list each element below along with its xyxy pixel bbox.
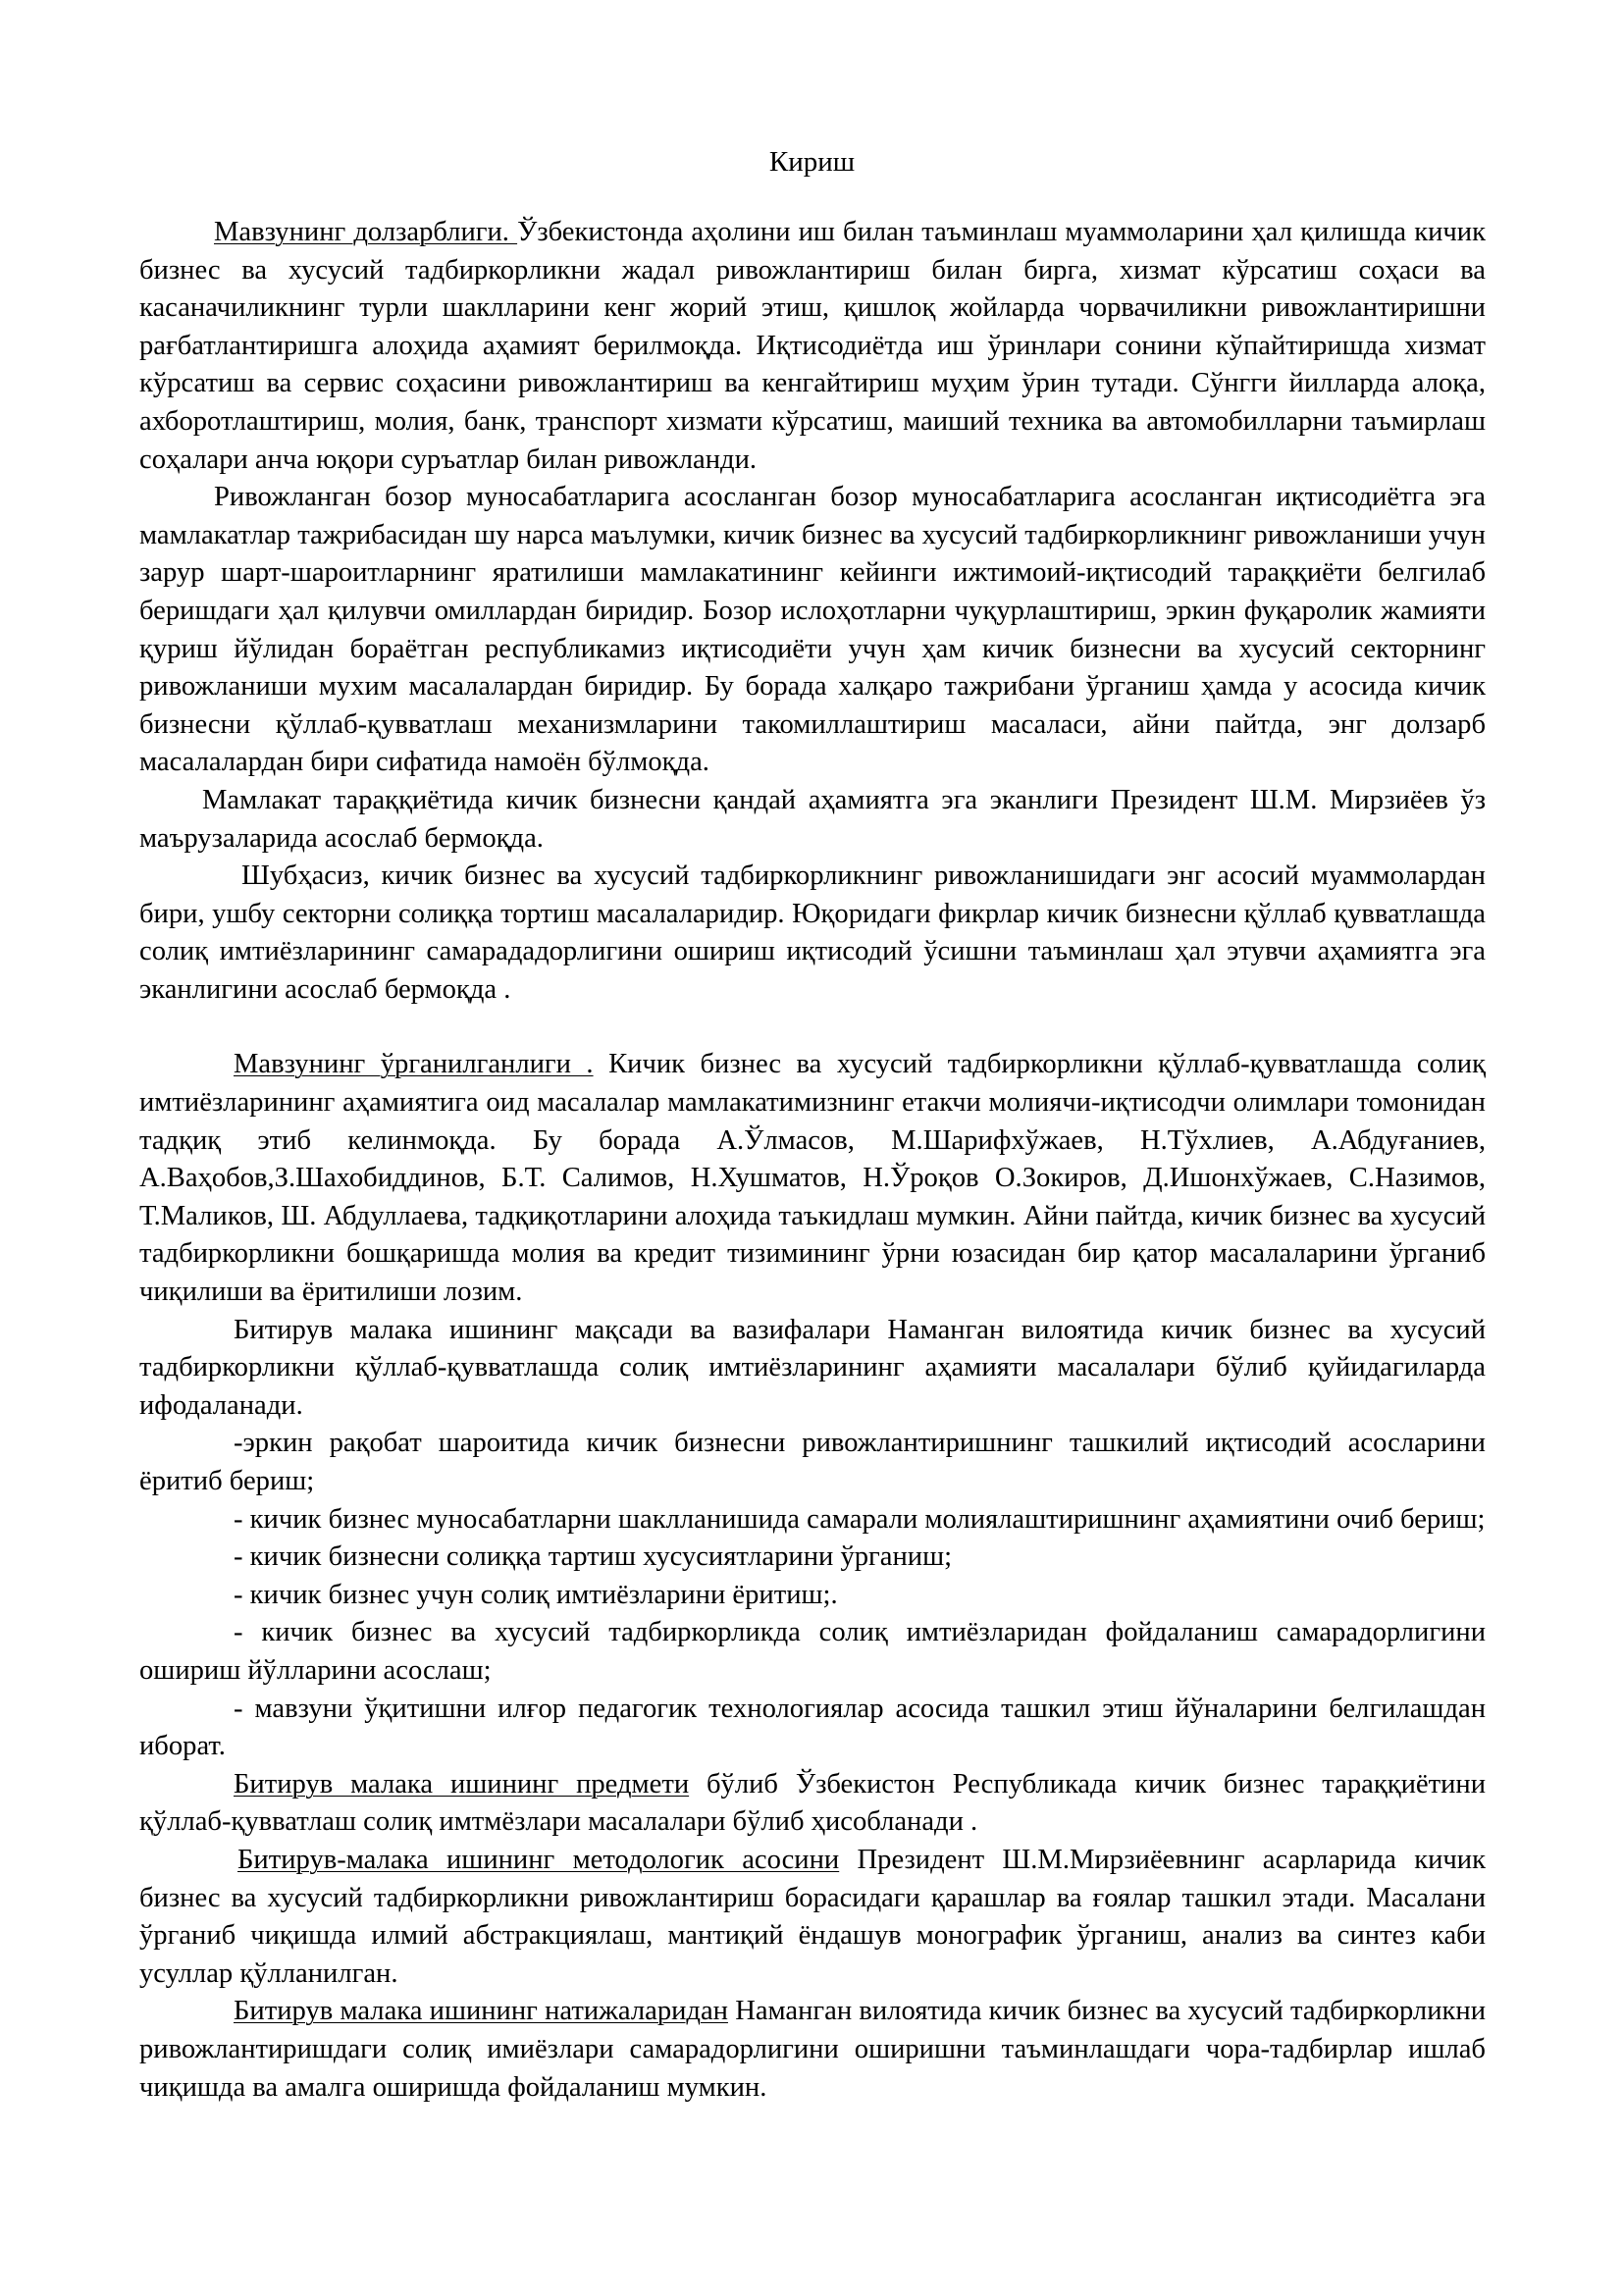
results-text: Наманган вилоятида кичик бизнес ва хусусий тадбиркорликни ривожлантиришдаги солиқ имиёзлари самарадорлигини оширишни таъминлашдаги чора-тадбирлар ишлаб чиқишда ва амалга оширишда фойдаланиш мумкин. (139, 1996, 1486, 2103)
heading-results: Битирув малака ишининг натижаларидан (234, 1996, 728, 2027)
paragraph-results (139, 1993, 1486, 2107)
list-item-task: - кичик бизнес муносабатларни шаклланишида самарали молиялаштиришнинг аҳамиятини очиб бериш; (234, 1503, 1486, 1535)
relevance-text: Ўзбекистонда аҳолини иш билан таъминлаш муаммоларини ҳал қилишда кичик бизнес ва хусусий тадбиркорликни жадал ривожлантириш билан бирга, хизмат кўрсатиш соҳаси ва касаначиликнинг турли шаклларини кенг жорий этиш, қишлоқ жойларда чорвачиликни ривожлантиришни рағбатлантиришга алоҳида аҳамият берилмоқда. Иқтисодиётда иш ўринлари сонини кўпайтиришда хизмат кўрсатиш ва сервис соҳасини ривожлантириш ва кенгайтириш муҳим ўрин тутади. Сўнгги йилларда алоқа, ахборотлаштириш, молия, банк, транспорт хизмати кўрсатиш, маиший техника ва автомобилларни таъмирлаш соҳалари анча юқори суръатлар билан ривожланди. (139, 217, 1486, 475)
list-item-task: -эркин рақобат шароитида кичик бизнесни ривожлантиришнинг ташкилий иқтисодий асосларини ёритиб бериш; (139, 1428, 1486, 1496)
heading-methodology: Битирув-малака ишининг методологик асосини (237, 1844, 840, 1875)
paragraph-president: Мамлакат тараққиётида кичик бизнесни қандай аҳамиятга эга эканлиги Президент Ш.М. Мирзиёев ўз маърузаларида асослаб бермоқда. (139, 784, 1486, 854)
paragraph-gap (139, 1009, 1486, 1046)
paragraph-aims: Битирув малака ишининг мақсади ва вазифалари Наманган вилоятида кичик бизнес ва хусусий тадбиркорликни қўллаб-қувватлашда солиқ имтиёзларининг аҳамияти масалалари бўлиб қуйидагиларда ифодаланади. (139, 1314, 1486, 1421)
paragraph-market-relations: Ривожланган бозор муносабатларига асосланган бозор муносабатларига асосланган иқтисодиётга эга мамлакатлар тажрибасидан шу нарса маълумки, кичик бизнес ва хусусий тадбиркорликнинг ривожланиши учун зарур шарт-шароитларнинг яратилиши мамлакатининг кейинги ижтимоий-иқтисодий тараққиёти белгилаб беришдаги ҳал қилувчи омиллардан биридир. Бозор ислоҳотларни чуқурлаштириш, эркин фуқаролик жамияти қуриш йўлидан бораётган республикамиз иқтисодиёти учун ҳам кичик бизнесни ва хусусий секторнинг ривожланиши мухим масалалардан биридир. Бу борада халқаро тажрибани ўрганиш ҳамда у асосида кичик бизнесни қўллаб-қувватлаш механизмларини такомиллаштириш масаласи, айни пайтда, энг долзарб масалалардан бири сифатида намоён бўлмоқда. (139, 482, 1486, 778)
heading-study-level: Мавзунинг ўрганилганлиги . (234, 1049, 594, 1080)
page-title: Кириш (768, 146, 856, 178)
study-level-text: Кичик бизнес ва хусусий тадбиркорликни қўллаб-қувватлашда солиқ имтиёзларининг аҳамиятига оид масалалар мамлакатимизнинг етакчи молиячи-иқтисодчи олимлари томонидан тадқиқ этиб келинмоқда. Бу борада А.Ўлмасов, М.Шарифхўжаев, Н.Тўхлиев, А.Абдуғаниев, А.Ваҳобов,З.Шахобиддинов, Б.Т. Салимов, Н.Хушматов, Н.Ўроқов О.Зокиров, Д.Ишонхўжаев, С.Назимов, Т.Маликов, Ш. Абдуллаева, тадқиқотларини алоҳида таъкидлаш мумкин. Айни пайтда, кичик бизнес ва хусусий тадбиркорликни бошқаришда молия ва кредит тизимининг ўрни юзасидан бир қатор масалаларини ўрганиб чиқилиши ва ёритилиши лозим. (139, 1049, 1486, 1308)
list-item-task: - кичик бизнес ва хусусий тадбиркорликда солиқ имтиёзларидан фойдаланиш самарадорлигини ошириш йўлларини асослаш; (139, 1617, 1486, 1686)
heading-subject: Битирув малака ишининг предмети (234, 1768, 690, 1799)
paragraph-tax-problems: Шубҳасиз, кичик бизнес ва хусусий тадбиркорликнинг ривожланишидаги энг асосий муаммолардан бири, ушбу секторни солиққа тортиш масалаларидир. Юқоридаги фикрлар кичик бизнесни қўллаб қувватлашда солиқ имтиёзларининг самарададорлигини ошириш иқтисодий ўсишни таъминлаш ҳал этувчи аҳамиятга эга эканлигини асослаб бермоқда . (139, 861, 1486, 1005)
methodology-text: Президент Ш.М.Мирзиёевнинг асарларида кичик бизнес ва хусусий тадбиркорликни ривожлантириш борасидаги қарашлар ва ғоялар ташкил этади. Масалани ўрганиб чиқишда илмий абстракциялаш, мантиқий ёндашув монографик ўрганиш, анализ ва синтез каби усуллар қўлланилган. (139, 1844, 1486, 1989)
paragraph-subject (139, 1766, 1486, 1842)
paragraph-relevance (139, 214, 1486, 479)
list-item-task: - кичик бизнесни солиққа тартиш хусусиятларини ўрганиш; (234, 1541, 953, 1573)
list-item-task: - мавзуни ўқитишни илғор педагогик технологиялар асосида ташкил этиш йўналарини белгилашдан иборат. (139, 1693, 1486, 1762)
heading-relevance: Мавзунинг долзарблиги. (214, 217, 518, 247)
paragraph-study-level (139, 1046, 1486, 1311)
subject-text: бўлиб Ўзбекистон Республикада кичик бизнес тараққиётини қўллаб-қувватлаш солиқ имтмёзлари масалалари бўлиб ҳисобланади . (139, 1768, 1487, 1838)
document-body (139, 214, 1486, 2107)
list-item-task: - кичик бизнес учун солиқ имтиёзларини ёритиш;. (234, 1579, 838, 1610)
paragraph-methodology (139, 1842, 1486, 1993)
